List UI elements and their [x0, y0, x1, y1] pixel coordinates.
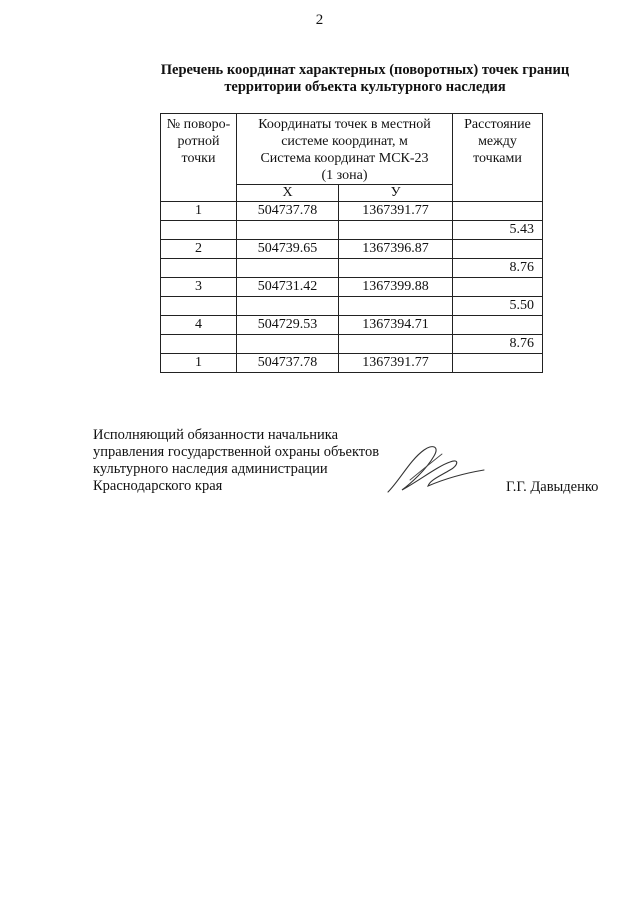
cell-x [237, 259, 339, 278]
header-y: У [339, 185, 453, 202]
cell-x [237, 335, 339, 354]
cell-distance [453, 202, 543, 221]
cell-y [339, 259, 453, 278]
header-coordinates: Координаты точек в местной системе координат, м Система координат МСК-23 (1 зона) [237, 114, 453, 185]
signatory-position [93, 427, 413, 495]
header-distance: Расстояние между точками [453, 114, 543, 202]
cell-distance [453, 240, 543, 259]
cell-point [161, 335, 237, 354]
header-x: X [237, 185, 339, 202]
cell-point: 1 [161, 354, 237, 373]
cell-y: 1367399.88 [339, 278, 453, 297]
document-title [100, 62, 630, 96]
cell-point [161, 297, 237, 316]
cell-distance [453, 316, 543, 335]
table-row [161, 316, 543, 335]
cell-x: 504739.65 [237, 240, 339, 259]
cell-x: 504731.42 [237, 278, 339, 297]
cell-x [237, 297, 339, 316]
cell-distance: 8.76 [453, 335, 543, 354]
cell-x: 504737.78 [237, 202, 339, 221]
cell-x [237, 221, 339, 240]
table-row [161, 278, 543, 297]
cell-y [339, 335, 453, 354]
cell-distance: 8.76 [453, 259, 543, 278]
cell-point: 3 [161, 278, 237, 297]
cell-point: 4 [161, 316, 237, 335]
cell-x: 504729.53 [237, 316, 339, 335]
cell-point [161, 221, 237, 240]
signer-name: Г.Г. Давыденко [506, 479, 599, 495]
cell-distance: 5.43 [453, 221, 543, 240]
cell-y [339, 297, 453, 316]
position-line: управления государственной охраны объектов [93, 444, 380, 460]
cell-point: 2 [161, 240, 237, 259]
cell-x: 504737.78 [237, 354, 339, 373]
position-line: Исполняющий обязанности начальника [93, 427, 339, 443]
cell-y: 1367391.77 [339, 202, 453, 221]
cell-point [161, 259, 237, 278]
position-line: культурного наследия администрации [93, 461, 328, 477]
page-number: 2 [315, 12, 324, 28]
position-line: Краснодарского края [93, 478, 223, 494]
table-row [161, 221, 543, 240]
cell-distance: 5.50 [453, 297, 543, 316]
cell-y: 1367394.71 [339, 316, 453, 335]
cell-y [339, 221, 453, 240]
table-row [161, 335, 543, 354]
title-line-1: Перечень координат характерных (поворотных) точек границ [160, 62, 570, 78]
cell-y: 1367391.77 [339, 354, 453, 373]
title-line-2: территории объекта культурного наследия [224, 79, 506, 95]
table-row [161, 297, 543, 316]
header-point-number: № поворо- ротной точки [161, 114, 237, 202]
table-row [161, 202, 543, 221]
cell-distance [453, 354, 543, 373]
cell-distance [453, 278, 543, 297]
coordinates-table [160, 113, 543, 373]
table-row [161, 354, 543, 373]
table-row [161, 259, 543, 278]
cell-y: 1367396.87 [339, 240, 453, 259]
cell-point: 1 [161, 202, 237, 221]
table-row [161, 240, 543, 259]
handwritten-signature [380, 440, 490, 500]
